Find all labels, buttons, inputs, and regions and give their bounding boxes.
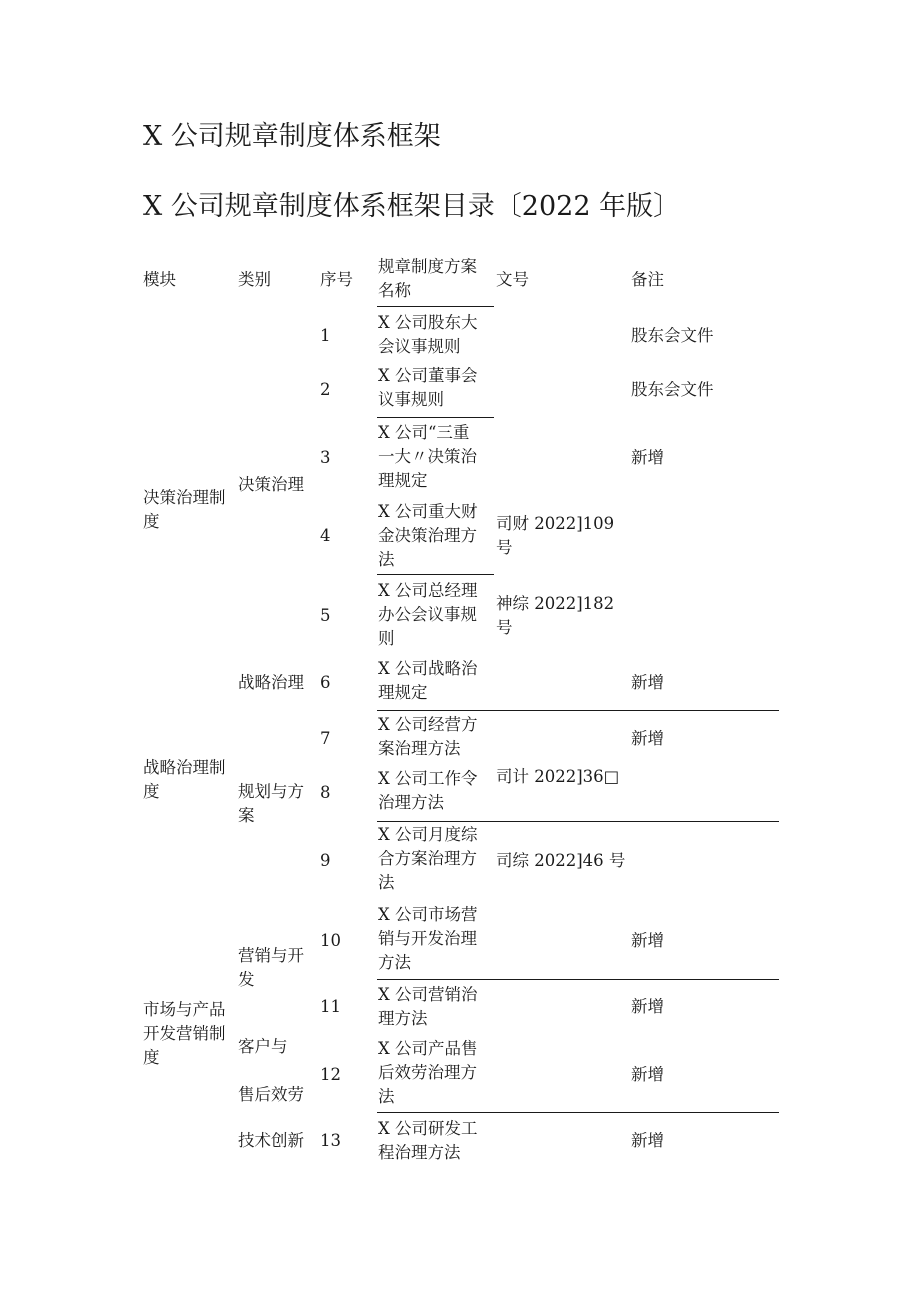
row-docno-line: 号 <box>496 618 513 637</box>
module-label-line: 战略治理制 <box>143 758 226 777</box>
row-remark: 新增 <box>631 673 664 692</box>
row-name-line: X 公司战略治 <box>378 659 478 678</box>
table-rule <box>377 979 779 980</box>
row-remark: 新增 <box>631 997 664 1016</box>
row-seq: 3 <box>320 448 331 467</box>
category-label-line: 发 <box>238 970 255 989</box>
table-rule <box>377 306 494 307</box>
header-seq: 序号 <box>320 270 353 289</box>
row-remark: 股东会文件 <box>631 380 714 399</box>
module-label-line: 度 <box>143 782 160 801</box>
row-name-line: X 公司重大财 <box>378 502 478 521</box>
row-name-line: 会议事规则 <box>378 337 461 356</box>
row-name-line: X 公司经营方 <box>378 715 478 734</box>
row-remark: 股东会文件 <box>631 326 714 345</box>
row-name-line: 法 <box>378 1087 395 1106</box>
row-name-line: X 公司营销治 <box>378 985 478 1004</box>
row-name-line: 治理方法 <box>378 793 444 812</box>
row-seq: 6 <box>320 673 331 692</box>
row-remark: 新增 <box>631 1131 664 1150</box>
row-name-line: X 公司月度综 <box>378 825 478 844</box>
category-label-line: 技术创新 <box>238 1131 304 1150</box>
row-name-line: X 公司市场营 <box>378 905 478 924</box>
row-seq: 13 <box>320 1131 341 1150</box>
table-rule <box>377 710 779 711</box>
header-category: 类别 <box>238 270 271 289</box>
row-docno-line: 司财 2022]109 <box>496 514 615 533</box>
row-name-line: X 公司董事会 <box>378 366 478 385</box>
header-remark: 备注 <box>631 270 664 289</box>
row-seq: 8 <box>320 783 331 802</box>
row-name-line: X 公司研发工 <box>378 1119 478 1138</box>
module-label-line: 市场与产品 <box>143 1000 226 1019</box>
category-label-line: 营销与开 <box>238 946 304 965</box>
module-label-line: 度 <box>143 1048 160 1067</box>
module-label-line: 度 <box>143 512 160 531</box>
row-seq: 11 <box>320 997 341 1016</box>
row-docno-line: 号 <box>496 538 513 557</box>
row-seq: 2 <box>320 380 331 399</box>
header-name-line: 规章制度方案 <box>378 257 477 276</box>
row-name-line: 案治理方法 <box>378 739 461 758</box>
row-remark: 新增 <box>631 729 664 748</box>
row-seq: 7 <box>320 729 331 748</box>
row-name-line: 办公会议事规 <box>378 605 477 624</box>
category-label-line: 客户与 <box>238 1037 288 1056</box>
page-title: X 公司规章制度体系框架 <box>143 121 441 152</box>
row-name-line: 程治理方法 <box>378 1143 461 1162</box>
row-remark: 新增 <box>631 1065 664 1084</box>
table-rule <box>377 417 494 418</box>
row-seq: 10 <box>320 931 341 950</box>
table-rule <box>377 821 779 822</box>
row-name-line: 理规定 <box>378 683 428 702</box>
catalog-subtitle: X 公司规章制度体系框架目录〔2022 年版〕 <box>143 191 681 222</box>
row-seq: 4 <box>320 526 331 545</box>
row-name-line: X 公司产品售 <box>378 1039 478 1058</box>
row-seq: 12 <box>320 1065 341 1084</box>
row-name-line: 法 <box>378 550 395 569</box>
module-label-line: 开发营销制 <box>143 1024 226 1043</box>
row-remark: 新增 <box>631 931 664 950</box>
row-name-line: 方法 <box>378 953 411 972</box>
category-label-line: 规划与方 <box>238 782 304 801</box>
row-remark: 新增 <box>631 448 664 467</box>
row-name-line: 后效劳治理方 <box>378 1063 477 1082</box>
row-name-line: 金决策治理方 <box>378 526 477 545</box>
table-rule <box>377 574 494 575</box>
row-name-line: 议事规则 <box>378 390 444 409</box>
category-label-line: 战略治理 <box>238 673 304 692</box>
header-module: 模块 <box>143 270 176 289</box>
row-name-line: 理规定 <box>378 471 428 490</box>
row-name-line: 销与开发治理 <box>378 929 477 948</box>
row-name-line: 合方案治理方 <box>378 849 477 868</box>
row-docno-line: 司综 2022]46 号 <box>496 851 626 870</box>
row-name-line: X 公司工作令 <box>378 769 478 788</box>
header-name-line: 名称 <box>378 281 411 300</box>
row-docno-line: 司计 2022]36□ <box>496 767 620 786</box>
category-label-line: 售后效劳 <box>238 1085 304 1104</box>
module-label-line: 决策治理制 <box>143 488 226 507</box>
table-rule <box>377 1112 779 1113</box>
row-seq: 1 <box>320 326 331 345</box>
row-name-line: 一大〃决策治 <box>378 447 477 466</box>
row-name-line: 则 <box>378 629 395 648</box>
row-name-line: X 公司股东大 <box>378 313 478 332</box>
row-name-line: X 公司“三重 <box>378 423 470 442</box>
row-seq: 9 <box>320 851 331 870</box>
category-label-line: 案 <box>238 806 255 825</box>
row-name-line: 理方法 <box>378 1009 428 1028</box>
row-seq: 5 <box>320 606 331 625</box>
row-name-line: 法 <box>378 873 395 892</box>
header-docno: 文号 <box>496 270 529 289</box>
category-label-line: 决策治理 <box>238 475 304 494</box>
row-name-line: X 公司总经理 <box>378 581 478 600</box>
row-docno-line: 神综 2022]182 <box>496 594 615 613</box>
